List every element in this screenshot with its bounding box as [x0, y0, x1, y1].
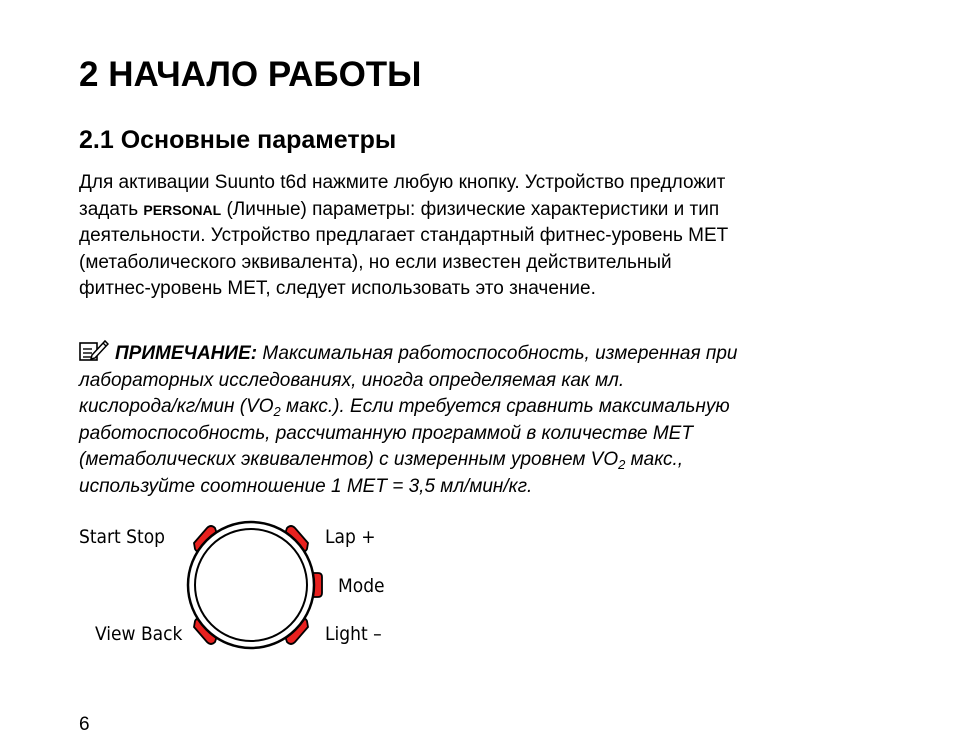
body-line-3: деятельности. Устройство предлагает стандартный фитнес-уровень MET	[79, 225, 729, 246]
note-line-5-start: (метаболических эквивалентов) с измеренным уровнем VO	[79, 449, 619, 470]
note-line-3	[79, 394, 879, 421]
note-line-1	[79, 338, 879, 368]
body-line-2-end: (Личные) параметры: физические характеристики и тип	[221, 198, 720, 220]
note-line-4: работоспособность, рассчитанную программой в количестве MET	[79, 422, 693, 444]
label-lap: Lap +	[325, 526, 376, 548]
note-line-6: используйте соотношение 1 MET = 3,5 мл/мин/кг.	[79, 475, 533, 497]
chapter-title: 2 НАЧАЛО РАБОТЫ	[79, 55, 422, 94]
personal-keyword: PERSONAL	[143, 201, 222, 218]
note-label: ПРИМЕЧАНИЕ:	[115, 343, 258, 364]
body-line-2	[79, 197, 879, 224]
label-view-back: View Back	[95, 623, 183, 645]
body-paragraph	[79, 170, 879, 303]
section-title: 2.1 Основные параметры	[79, 126, 397, 154]
body-line-4: (метаболического эквивалента), но если известен действительный	[79, 251, 672, 273]
note-line-5-end: макс.,	[625, 449, 684, 470]
body-line-1: Для активации Suunto t6d нажмите любую кнопку. Устройство предложит	[79, 172, 726, 193]
label-light: Light –	[325, 623, 382, 645]
note-block	[79, 338, 879, 500]
note-line-5	[79, 447, 879, 474]
vo2-subscript: 2	[273, 404, 281, 419]
note-line-3-start: кислорода/кг/мин (VO	[79, 396, 274, 417]
note-line-1-text: Максимальная работоспособность, измеренная при	[257, 343, 738, 364]
watch-face	[195, 529, 307, 641]
label-start-stop: Start Stop	[79, 526, 166, 548]
vo2-subscript: 2	[618, 457, 626, 472]
note-line-2: лабораторных исследованиях, иногда определяемая как мл.	[79, 369, 625, 391]
note-pencil-icon	[79, 338, 109, 362]
page-number: 6	[79, 714, 90, 735]
note-line-3-end: макс.). Если требуется сравнить максимальную	[280, 396, 730, 417]
body-line-5: фитнес-уровень MET, следует использовать это значение.	[79, 278, 596, 299]
watch-diagram	[60, 510, 400, 660]
body-line-2-start: задать	[79, 198, 144, 220]
label-mode: Mode	[338, 575, 385, 597]
